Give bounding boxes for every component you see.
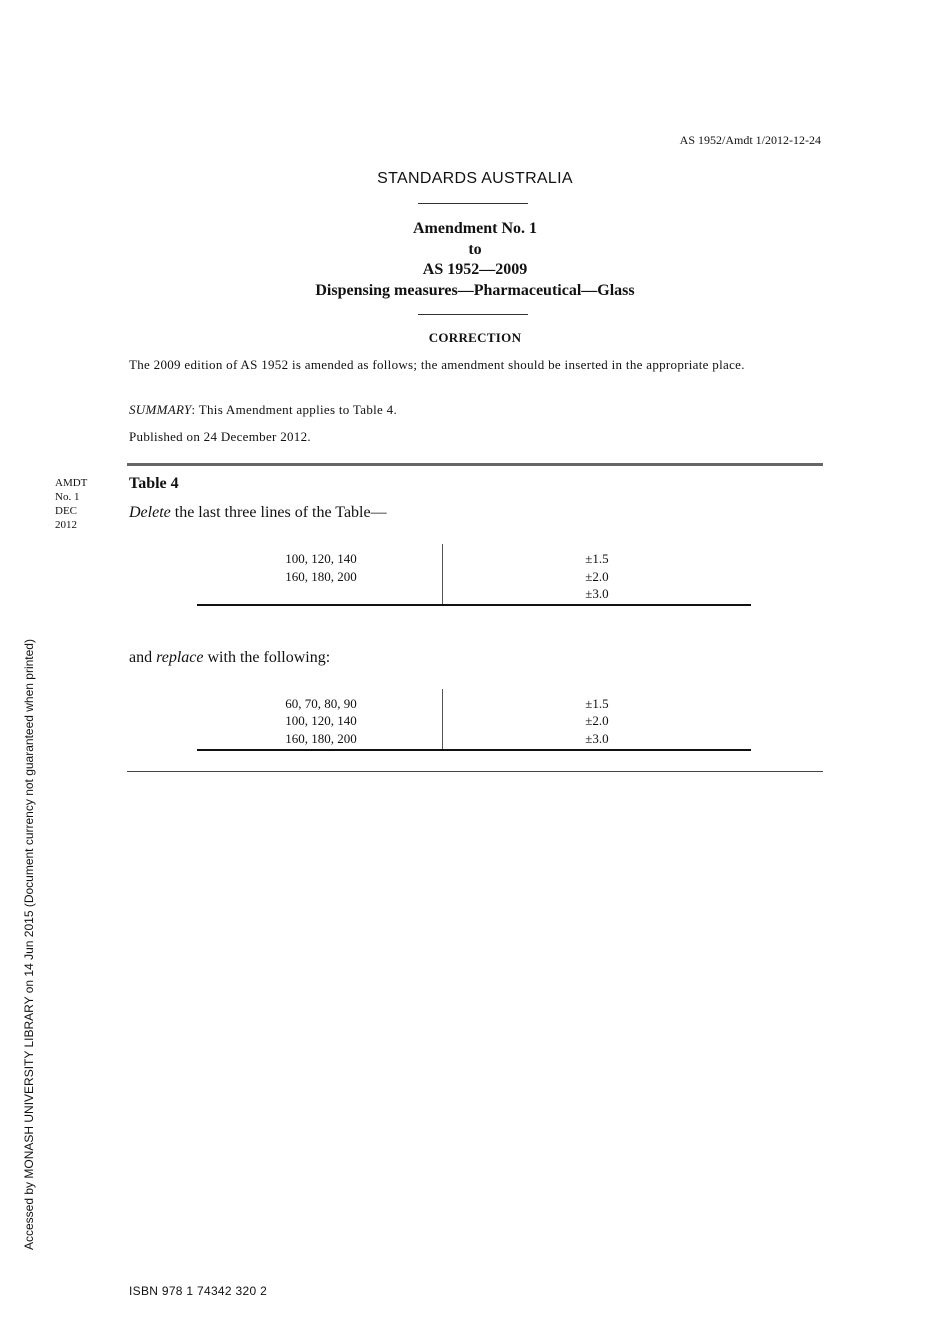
- summary-line: [129, 401, 821, 419]
- table-heading: Table 4: [129, 475, 179, 492]
- replace-word: replace: [156, 649, 204, 666]
- table-bottom-rule: [197, 749, 751, 751]
- organization-name: STANDARDS AUSTRALIA: [377, 170, 573, 187]
- table-cell-capacity: 60, 70, 80, 90: [285, 696, 357, 711]
- replace-prefix: and: [129, 649, 157, 666]
- correction-label: CORRECTION: [428, 330, 522, 345]
- table-cell-tolerance: ±3.0: [585, 586, 609, 601]
- section-rule-bottom: [127, 771, 823, 772]
- margin-note-line: AMDT: [55, 477, 88, 489]
- margin-note-line: DEC: [55, 505, 77, 517]
- access-notice: Accessed by MONASH UNIVERSITY LIBRARY on 14 Jun 2015 (Document currency not guaranteed when printed): [22, 639, 36, 1250]
- new-rows-table: [197, 689, 751, 753]
- title-line-3: AS 1952—2009: [422, 261, 528, 278]
- margin-note-line: 2012: [55, 519, 77, 531]
- title-rule-top: [418, 203, 528, 204]
- table-cell-tolerance: ±2.0: [585, 569, 609, 584]
- table-cell-tolerance: ±1.5: [585, 696, 609, 711]
- table-cell-tolerance: ±3.0: [585, 731, 609, 746]
- table-cell-capacity: 100, 120, 140: [285, 713, 357, 728]
- old-rows-table: [197, 544, 751, 608]
- summary-text: : This Amendment applies to Table 4.: [191, 402, 398, 417]
- delete-word: Delete: [129, 504, 171, 521]
- replace-instruction: [129, 649, 330, 667]
- title-line-2: to: [468, 240, 482, 258]
- delete-instruction: [129, 504, 387, 522]
- margin-note-line: No. 1: [55, 491, 80, 503]
- replace-rest: with the following:: [203, 649, 331, 666]
- table-bottom-rule: [197, 604, 751, 606]
- intro-paragraph: The 2009 edition of AS 1952 is amended as follows; the amendment should be inserted in the appropriate place.: [129, 357, 745, 372]
- title-line-4: Dispensing measures—Pharmaceutical—Glass: [315, 281, 635, 299]
- delete-rest: the last three lines of the Table—: [170, 504, 387, 521]
- amendment-title: [0, 219, 950, 301]
- section-rule-top: [127, 463, 823, 466]
- table-cell-capacity: 100, 120, 140: [285, 551, 357, 566]
- summary-label: SUMMARY: [129, 402, 192, 417]
- table-cell-tolerance: ±2.0: [585, 713, 609, 728]
- title-line-1: Amendment No. 1: [413, 220, 537, 237]
- table-cell-capacity: 160, 180, 200: [285, 569, 357, 584]
- table-cell-capacity: 160, 180, 200: [285, 731, 357, 746]
- amendment-margin-note: [55, 476, 87, 532]
- document-reference: AS 1952/Amdt 1/2012-12-24: [679, 133, 821, 147]
- title-rule-bottom: [418, 314, 528, 315]
- published-line: Published on 24 December 2012.: [129, 429, 311, 444]
- table-cell-tolerance: ±1.5: [585, 551, 609, 566]
- isbn: ISBN 978 1 74342 320 2: [129, 1284, 268, 1298]
